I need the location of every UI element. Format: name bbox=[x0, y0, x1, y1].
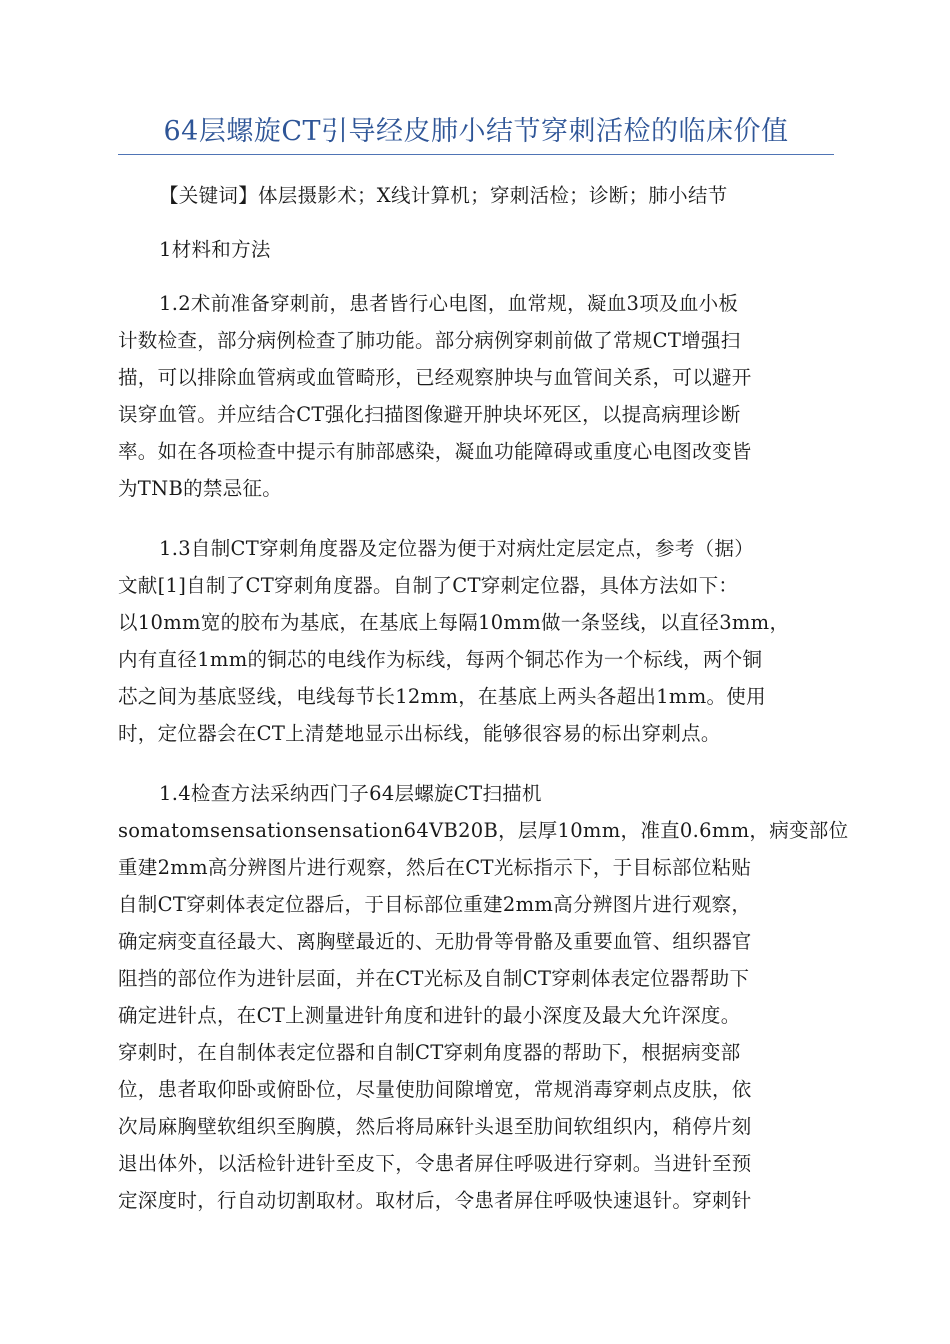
paragraph-line: 自制CT穿刺体表定位器后，于目标部位重建2mm高分辨图片进行观察， bbox=[118, 893, 752, 916]
paragraph-line: 定深度时，行自动切割取材。取材后，令患者屏住呼吸快速退针。穿刺针 bbox=[118, 1189, 752, 1212]
paragraph-1-3 bbox=[118, 530, 834, 752]
paragraph-line: 计数检查，部分病例检查了肺功能。部分病例穿刺前做了常规CT增强扫 bbox=[118, 329, 741, 352]
paragraph-line: 描，可以排除血管病或血管畸形，已经观察肿块与血管间关系，可以避开 bbox=[118, 366, 752, 389]
paragraph-line: 确定进针点，在CT上测量进针角度和进针的最小深度及最大允许深度。 bbox=[118, 1004, 741, 1027]
paragraph-line: 确定病变直径最大、离胸壁最近的、无肋骨等骨骼及重要血管、组织器官 bbox=[118, 930, 752, 953]
paragraph-line: 文献[1]自制了CT穿刺角度器。自制了CT穿刺定位器，具体方法如下： bbox=[118, 574, 739, 597]
paragraph-line: 内有直径1mm的铜芯的电线作为标线，每两个铜芯作为一个标线，两个铜 bbox=[118, 648, 763, 671]
paragraph-line: 阻挡的部位作为进针层面，并在CT光标及自制CT穿刺体表定位器帮助下 bbox=[118, 967, 750, 990]
paragraph-line: 时，定位器会在CT上清楚地显示出标线，能够很容易的标出穿刺点。 bbox=[118, 722, 721, 745]
paragraph-line: 位，患者取仰卧或俯卧位，尽量使肋间隙增宽，常规消毒穿刺点皮肤，依 bbox=[118, 1078, 752, 1101]
section-heading: 1材料和方法 bbox=[159, 238, 271, 261]
paragraph-line: 误穿血管。并应结合CT强化扫描图像避开肿块坏死区，以提高病理诊断 bbox=[118, 403, 741, 426]
paragraph-line: 芯之间为基底竖线，电线每节长12mm，在基底上两头各超出1mm。使用 bbox=[118, 685, 766, 708]
paragraph-line: 次局麻胸壁软组织至胸膜，然后将局麻针头退至肋间软组织内，稍停片刻 bbox=[118, 1115, 752, 1138]
paragraph-line: 1.2术前准备穿刺前，患者皆行心电图，血常规，凝血3项及血小板 bbox=[159, 292, 739, 315]
paragraph-line: 穿刺时，在自制体表定位器和自制CT穿刺角度器的帮助下，根据病变部 bbox=[118, 1041, 741, 1064]
paragraph-1-2 bbox=[118, 285, 834, 507]
paragraph-line: 退出体外，以活检针进针至皮下，令患者屏住呼吸进行穿刺。当进针至预 bbox=[118, 1152, 752, 1175]
title-underline bbox=[118, 154, 834, 155]
paragraph-1-4 bbox=[118, 775, 849, 1219]
paragraph-line: somatomsensationsensation64VB20B，层厚10mm，准直0.6mm，病变部位 bbox=[118, 819, 849, 842]
keywords-line: 【关键词】体层摄影术；X线计算机；穿刺活检；诊断；肺小结节 bbox=[159, 184, 728, 207]
paragraph-line: 重建2mm高分辨图片进行观察，然后在CT光标指示下，于目标部位粘贴 bbox=[118, 856, 752, 879]
paragraph-line: 1.3自制CT穿刺角度器及定位器为便于对病灶定层定点，参考（据） bbox=[159, 537, 755, 560]
paragraph-line: 以10mm宽的胶布为基底，在基底上每隔10mm做一条竖线，以直径3mm， bbox=[118, 611, 790, 634]
paragraph-line: 1.4检查方法采纳西门子64层螺旋CT扫描机 bbox=[159, 782, 542, 805]
document-title: 64层螺旋CT引导经皮肺小结节穿刺活检的临床价值 bbox=[163, 116, 789, 147]
paragraph-line: 率。如在各项检查中提示有肺部感染，凝血功能障碍或重度心电图改变皆 bbox=[118, 440, 752, 463]
paragraph-line: 为TNB的禁忌征。 bbox=[118, 477, 283, 500]
